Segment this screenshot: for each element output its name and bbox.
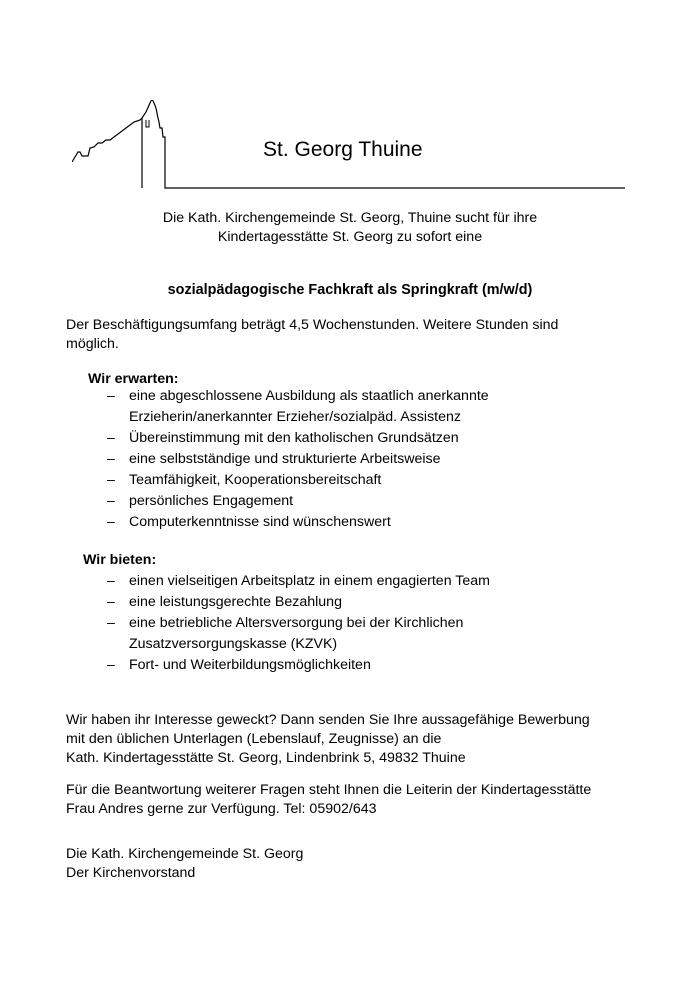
dash-bullet-icon: – bbox=[107, 388, 115, 404]
list-item bbox=[107, 428, 489, 449]
job-title: sozialpädagogische Fachkraft als Springkraft (m/w/d) bbox=[167, 282, 533, 298]
list-item-text: eine abgeschlossene Ausbildung als staatlich anerkannte bbox=[129, 388, 489, 404]
organization-name: St. Georg Thuine bbox=[263, 138, 423, 161]
list-item-text: persönliches Engagement bbox=[129, 493, 294, 509]
dash-bullet-icon: – bbox=[107, 493, 115, 509]
list-item-text: eine selbstständige und strukturierte Arbeitsweise bbox=[129, 451, 441, 467]
list-item-text: Übereinstimmung mit den katholischen Grundsätzen bbox=[129, 430, 459, 446]
offer-list bbox=[107, 571, 490, 676]
offer-heading: Wir bieten: bbox=[83, 552, 157, 568]
list-item bbox=[107, 655, 490, 676]
list-item bbox=[107, 491, 489, 512]
intro-line: Kindertagesstätte St. Georg zu sofort eine bbox=[217, 229, 483, 245]
list-item-text: Zusatzversorgungskasse (KZVK) bbox=[129, 636, 338, 652]
paragraph-line: mit den üblichen Unterlagen (Lebenslauf, Zeugnisse) an die bbox=[66, 731, 442, 747]
questions-paragraph bbox=[66, 781, 591, 819]
paragraph-line: Frau Andres gerne zur Verfügung. Tel: 05902/643 bbox=[66, 801, 377, 817]
list-item bbox=[107, 449, 489, 470]
list-item-text: Erzieherin/anerkannter Erzieher/sozialpäd. Assistenz bbox=[129, 409, 461, 425]
dash-bullet-icon: – bbox=[107, 615, 115, 631]
paragraph-line: möglich. bbox=[66, 336, 119, 352]
intro-line: Die Kath. Kirchengemeinde St. Georg, Thuine sucht für ihre bbox=[162, 210, 538, 226]
dash-bullet-icon: – bbox=[107, 594, 115, 610]
list-item-text: einen vielseitigen Arbeitsplatz in einem engagierten Team bbox=[129, 573, 490, 589]
intro-text bbox=[60, 209, 640, 247]
signature-line: Der Kirchenvorstand bbox=[66, 865, 196, 881]
contact-paragraph bbox=[66, 711, 590, 768]
scope-paragraph bbox=[66, 316, 558, 354]
dash-bullet-icon: – bbox=[107, 451, 115, 467]
paragraph-line: Kath. Kindertagesstätte St. Georg, Lindenbrink 5, 49832 Thuine bbox=[66, 750, 466, 766]
paragraph-line: Der Beschäftigungsumfang beträgt 4,5 Wochenstunden. Weitere Stunden sind bbox=[66, 317, 559, 333]
list-item bbox=[107, 592, 490, 613]
expect-heading: Wir erwarten: bbox=[88, 371, 179, 387]
dash-bullet-icon: – bbox=[107, 514, 115, 530]
dash-bullet-icon: – bbox=[107, 472, 115, 488]
list-item bbox=[107, 512, 489, 533]
dash-bullet-icon: – bbox=[107, 430, 115, 446]
signature-line: Die Kath. Kirchengemeinde St. Georg bbox=[66, 846, 304, 862]
closing-signature bbox=[66, 845, 303, 883]
list-item bbox=[107, 386, 489, 428]
list-item bbox=[107, 470, 489, 491]
dash-bullet-icon: – bbox=[107, 573, 115, 589]
list-item-text: Computerkenntnisse sind wünschenswert bbox=[129, 514, 391, 530]
list-item-text: Teamfähigkeit, Kooperationsbereitschaft bbox=[129, 472, 382, 488]
list-item bbox=[107, 571, 490, 592]
list-item-text: Fort- und Weiterbildungsmöglichkeiten bbox=[129, 657, 371, 673]
list-item-text: eine betriebliche Altersversorgung bei der Kirchlichen bbox=[129, 615, 464, 631]
paragraph-line: Für die Beantwortung weiterer Fragen steht Ihnen die Leiterin der Kindertagesstätte bbox=[66, 782, 592, 798]
paragraph-line: Wir haben ihr Interesse geweckt? Dann senden Sie Ihre aussagefähige Bewerbung bbox=[66, 712, 590, 728]
list-item bbox=[107, 613, 490, 655]
list-item-text: eine leistungsgerechte Bezahlung bbox=[129, 594, 342, 610]
dash-bullet-icon: – bbox=[107, 657, 115, 673]
expect-list bbox=[107, 386, 489, 533]
